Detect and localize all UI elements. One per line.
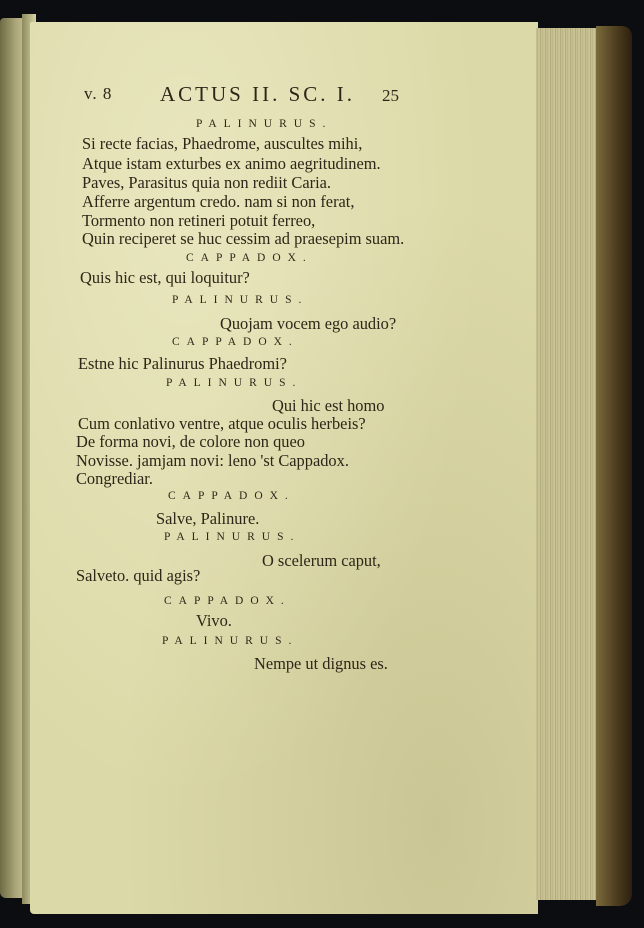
speaker-label: CAPPADOX.: [164, 595, 291, 607]
verse-line: Vivo.: [196, 611, 232, 630]
verse-line: Atque istam exturbes ex animo aegritudinem.: [82, 154, 381, 173]
verse-line: Si recte facias, Phaedrome, auscultes mihi,: [82, 134, 363, 153]
verse-line: Novisse. jamjam novi: leno 'st Cappadox.: [76, 451, 349, 470]
signature-mark: v. 8: [84, 84, 113, 103]
verse-line: Quin reciperet se huc cessim ad praesepim suam.: [82, 229, 405, 248]
verse-line: Nempe ut dignus es.: [254, 654, 388, 673]
page-number: 25: [382, 86, 399, 105]
speaker-label: PALINURUS.: [172, 294, 309, 306]
running-title: ACTUS II. SC. I.: [160, 82, 356, 106]
speaker-label: CAPPADOX.: [172, 336, 299, 348]
speaker-label: PALINURUS.: [196, 118, 333, 130]
verse-line: Quojam vocem ego audio?: [220, 314, 397, 333]
verse-line: Salveto. quid agis?: [76, 566, 201, 585]
verse-line: Tormento non retineri potuit ferreo,: [82, 211, 316, 230]
verse-line: O scelerum caput,: [262, 551, 381, 570]
verse-line: De forma novi, de colore non queo: [76, 432, 305, 451]
speaker-label: CAPPADOX.: [168, 490, 295, 502]
verse-line: Qui hic est homo: [272, 396, 385, 415]
verse-line: Quis hic est, qui loquitur?: [80, 268, 250, 287]
verse-line: Cum conlativo ventre, atque oculis herbeis?: [78, 414, 366, 433]
speaker-label: PALINURUS.: [164, 531, 301, 543]
verse-line: Afferre argentum credo. nam si non ferat,: [82, 192, 355, 211]
verse-line: Paves, Parasitus quia non rediit Caria.: [82, 173, 331, 192]
verse-line: Estne hic Palinurus Phaedromi?: [78, 354, 287, 373]
speaker-label: PALINURUS.: [162, 635, 299, 647]
verse-line: Congrediar.: [76, 469, 153, 488]
speaker-label: CAPPADOX.: [186, 252, 313, 264]
verse-line: Salve, Palinure.: [156, 509, 260, 528]
speaker-label: PALINURUS.: [166, 377, 303, 389]
